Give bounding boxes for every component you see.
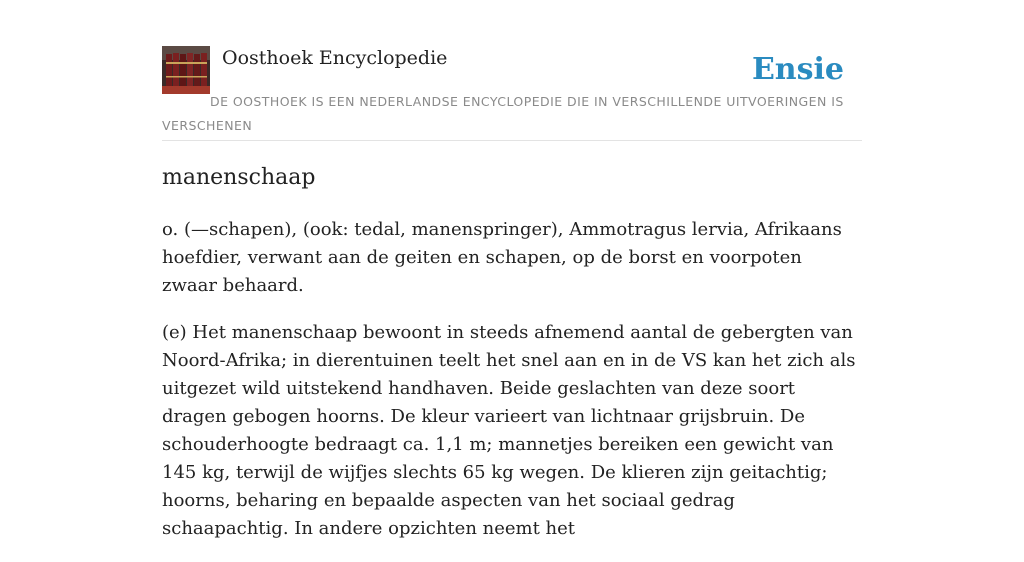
site-tagline: DE OOSTHOEK IS EEN NEDERLANDSE ENCYCLOPEDIE DIE IN VERSCHILLENDE UITVOERINGEN IS VERSCHENEN bbox=[162, 94, 844, 133]
book-spines-icon[interactable] bbox=[162, 46, 210, 94]
site-name-link[interactable]: Oosthoek Encyclopedie bbox=[222, 47, 448, 69]
article-paragraph: (e) Het manenschaap bewoont in steeds afnemend aantal de gebergten van Noord-Afrika; in dierentuinen teelt het snel aan en in de VS kan het zich als uitgezet wild uitstekend handhaven. Beide geslachten van deze soort dragen gebogen hoorns. De kleur varieert van lichtnaar grijsbruin. De schouderhoogte bedraagt ca. 1,1 m; mannetjes bereiken een gewicht van 145 kg, terwijl de wijfjes slechts 65 kg wegen. De klieren zijn geitachtig; hoorns, beharing en bepaalde aspecten van het sociaal gedrag schaapachtig. In andere opzichten neemt het bbox=[162, 322, 856, 539]
article-title: manenschaap bbox=[162, 165, 316, 190]
site-header bbox=[162, 46, 862, 141]
brand-logo-link[interactable]: Ensie bbox=[751, 52, 844, 87]
article-body bbox=[162, 216, 862, 562]
article-paragraph: o. (—schapen), (ook: tedal, manenspringer), Ammotragus lervia, Afrikaans hoefdier, verwant aan de geiten en schapen, op de borst en voorpoten zwaar behaard. bbox=[162, 219, 842, 296]
